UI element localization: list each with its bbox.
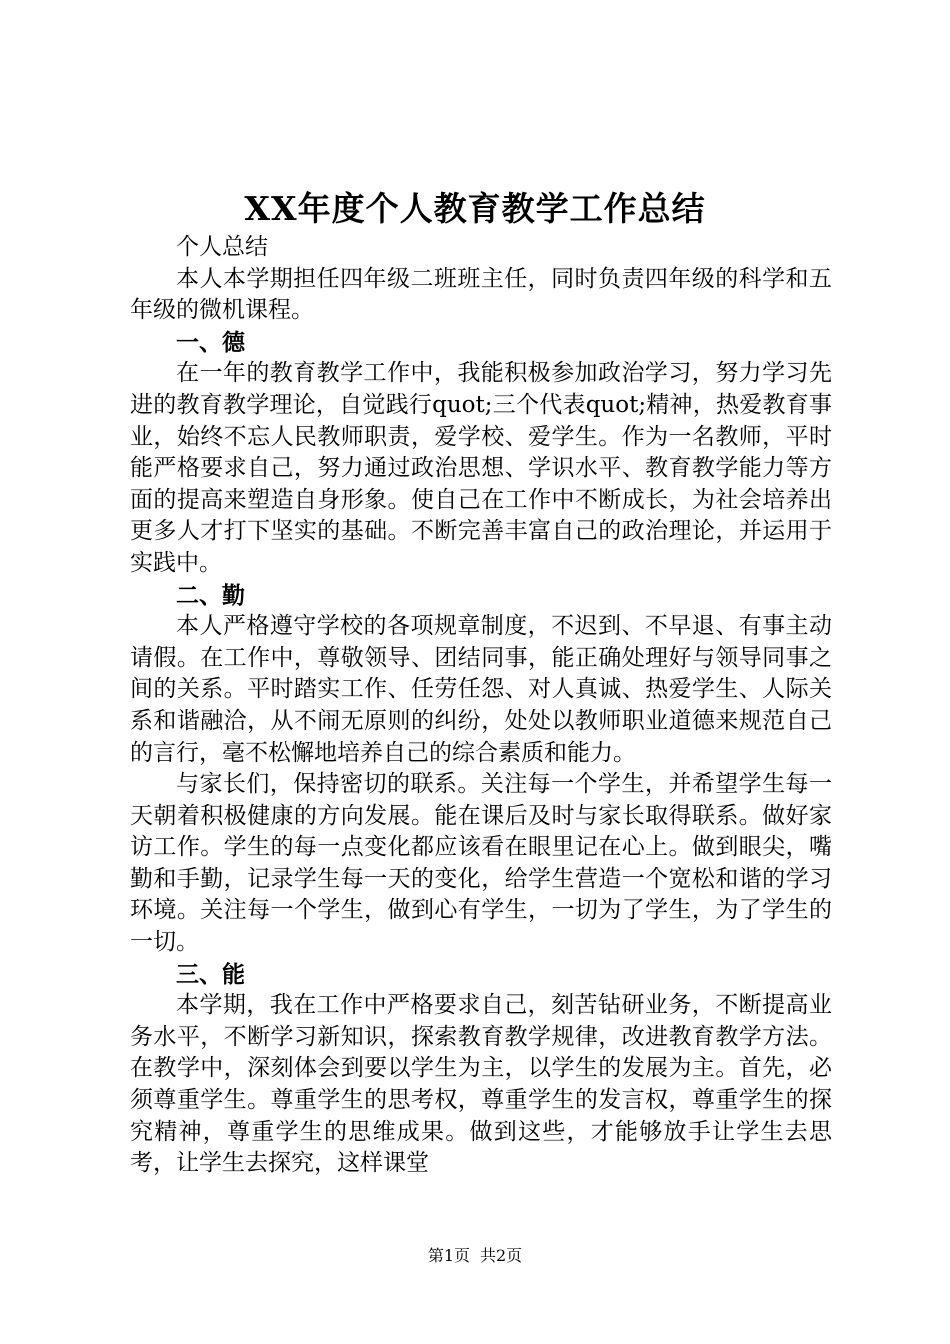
paragraph-neng: 本学期，我在工作中严格要求自己，刻苦钻研业务，不断提高业务水平，不断学习新知识，探索教育教学规律，改进教育教学方法。在教学中，深刻体会到要以学生为主，以学生的发展为主。首先，必须尊重学生。尊重学生的思考权，尊重学生的发言权，尊重学生的探究精神，尊重学生的思维成果。做到这些，才能够放手让学生去思考，让学生去探究，这样课堂 [130, 992, 832, 1177]
section-heading-qin: 二、勤 [176, 581, 245, 609]
paragraph-qin-1: 本人严格遵守学校的各项规章制度，不迟到、不早退、有事主动请假。在工作中，尊敬领导、团结同事，能正确处理好与领导同事之间的关系。平时踏实工作、任劳任怨、对人真诚、热爱学生、人际关系和谐融洽，从不闹无原则的纠纷，处处以教师职业道德来规范自己的言行，毫不松懈地培养自己的综合素质和能力。 [130, 613, 832, 766]
section-heading-neng: 三、能 [176, 960, 245, 988]
paragraph-qin-2: 与家长们，保持密切的联系。关注每一个学生，并希望学生每一天朝着积极健康的方向发展。能在课后及时与家长取得联系。做好家访工作。学生的每一点变化都应该看在眼里记在心上。做到眼尖，嘴勤和手勤，记录学生每一天的变化，给学生营造一个宽松和谐的学习环境。关注每一个学生，做到心有学生，一切为了学生，为了学生的一切。 [130, 771, 832, 956]
section-heading-de: 一、德 [176, 328, 245, 356]
page-number: 第1页 [427, 1246, 470, 1265]
paragraph-de: 在一年的教育教学工作中，我能积极参加政治学习，努力学习先进的教育教学理论，自觉践行quot;三个代表quot;精神，热爱教育事业，始终不忘人民教师职责，爱学校、爱学生。作为一名教师，平时能严格要求自己，努力通过政治思想、学识水平、教育教学能力等方面的提高来塑造自身形象。使自己在工作中不断成长，为社会培养出更多人才打下坚实的基础。不断完善丰富自己的政治理论，并运用于实践中。 [130, 360, 832, 576]
page-total: 共2页 [480, 1246, 523, 1265]
paragraph-intro: 本人本学期担任四年级二班班主任，同时负责四年级的科学和五年级的微机课程。 [130, 265, 832, 324]
page-footer [0, 1245, 950, 1267]
document-title: XX年度个人教育教学工作总结 [244, 189, 706, 228]
document-body [130, 232, 832, 1180]
intro-label: 个人总结 [176, 234, 268, 260]
